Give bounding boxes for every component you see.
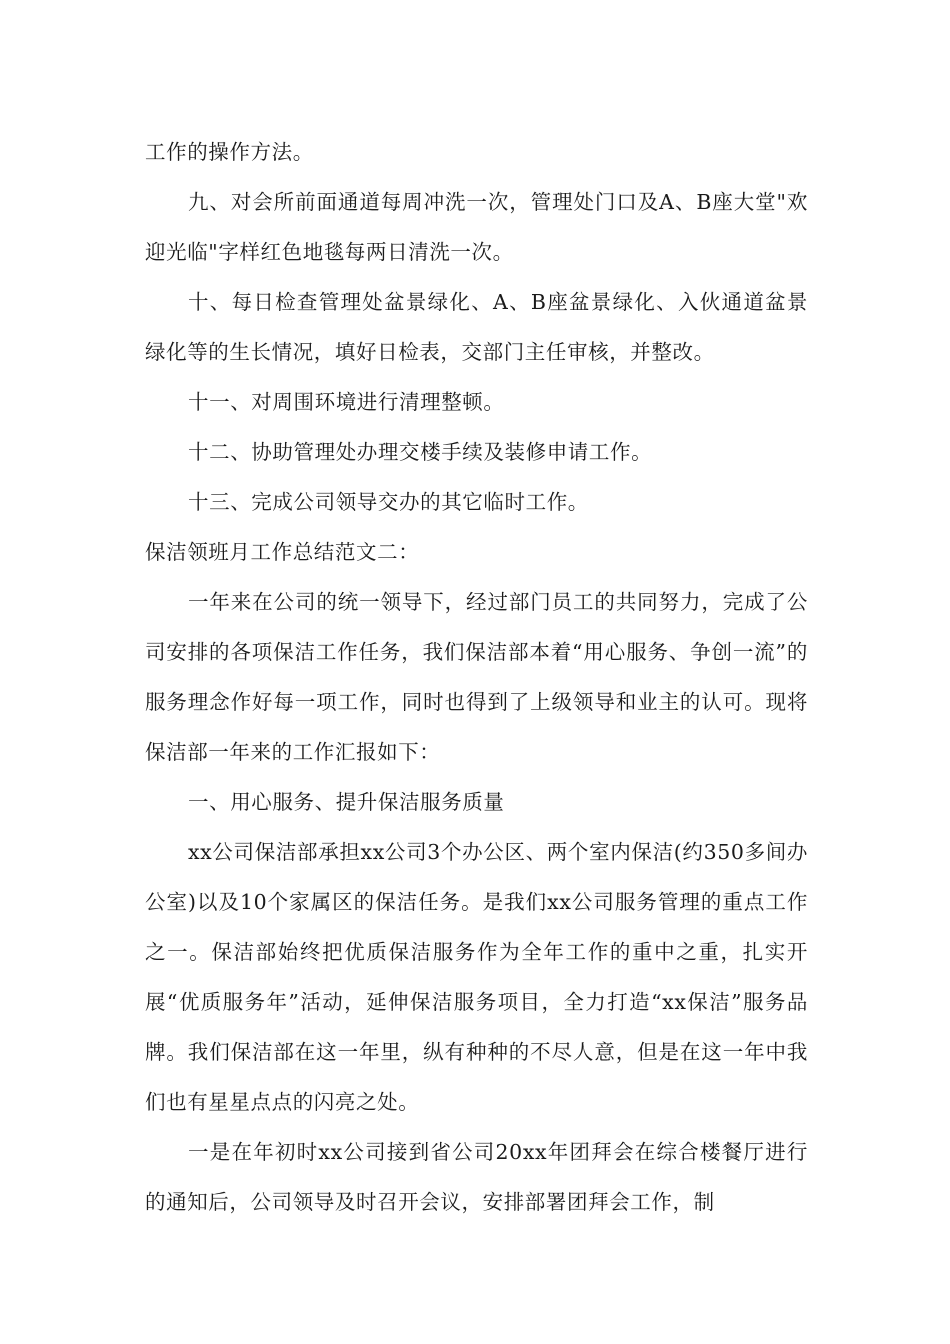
section-heading: 保洁领班月工作总结范文二： <box>145 540 420 564</box>
paragraph: 十二、协助管理处办理交楼手续及装修申请工作。 <box>188 440 653 464</box>
paragraph: 一是在年初时xx公司接到省公司20xx年团拜会在综合楼餐厅进行的通知后，公司领导及时召开会议，安排部署团拜会工作，制 <box>145 1140 808 1214</box>
paragraph: 工作的操作方法。 <box>145 140 314 164</box>
subheading: 一、用心服务、提升保洁服务质量 <box>188 790 505 814</box>
paragraph: xx公司保洁部承担xx公司3个办公区、两个室内保洁(约350多间办公室)以及10个家属区的保洁任务。是我们xx公司服务管理的重点工作之一。保洁部始终把优质保洁服务作为全年工作的重中之重，扎实开展“优质服务年”活动，延伸保洁服务项目，全力打造“xx保洁”服务品牌。我们保洁部在这一年里，纵有种种的不尽人意，但是在这一年中我们也有星星点点的闪亮之处。 <box>145 840 808 1114</box>
paragraph: 十、每日检查管理处盆景绿化、A、B座盆景绿化、入伙通道盆景绿化等的生长情况，填好日检表，交部门主任审核，并整改。 <box>145 290 808 364</box>
paragraph: 九、对会所前面通道每周冲洗一次，管理处门口及A、B座大堂"欢迎光临"字样红色地毯每两日清洗一次。 <box>145 190 808 264</box>
paragraph: 十三、完成公司领导交办的其它临时工作。 <box>188 490 589 514</box>
paragraph: 十一、对周围环境进行清理整顿。 <box>188 390 505 414</box>
paragraph: 一年来在公司的统一领导下，经过部门员工的共同努力，完成了公司安排的各项保洁工作任务，我们保洁部本着“用心服务、争创一流”的服务理念作好每一项工作，同时也得到了上级领导和业主的认可。现将保洁部一年来的工作汇报如下： <box>145 590 808 764</box>
document-page <box>145 127 808 1227</box>
